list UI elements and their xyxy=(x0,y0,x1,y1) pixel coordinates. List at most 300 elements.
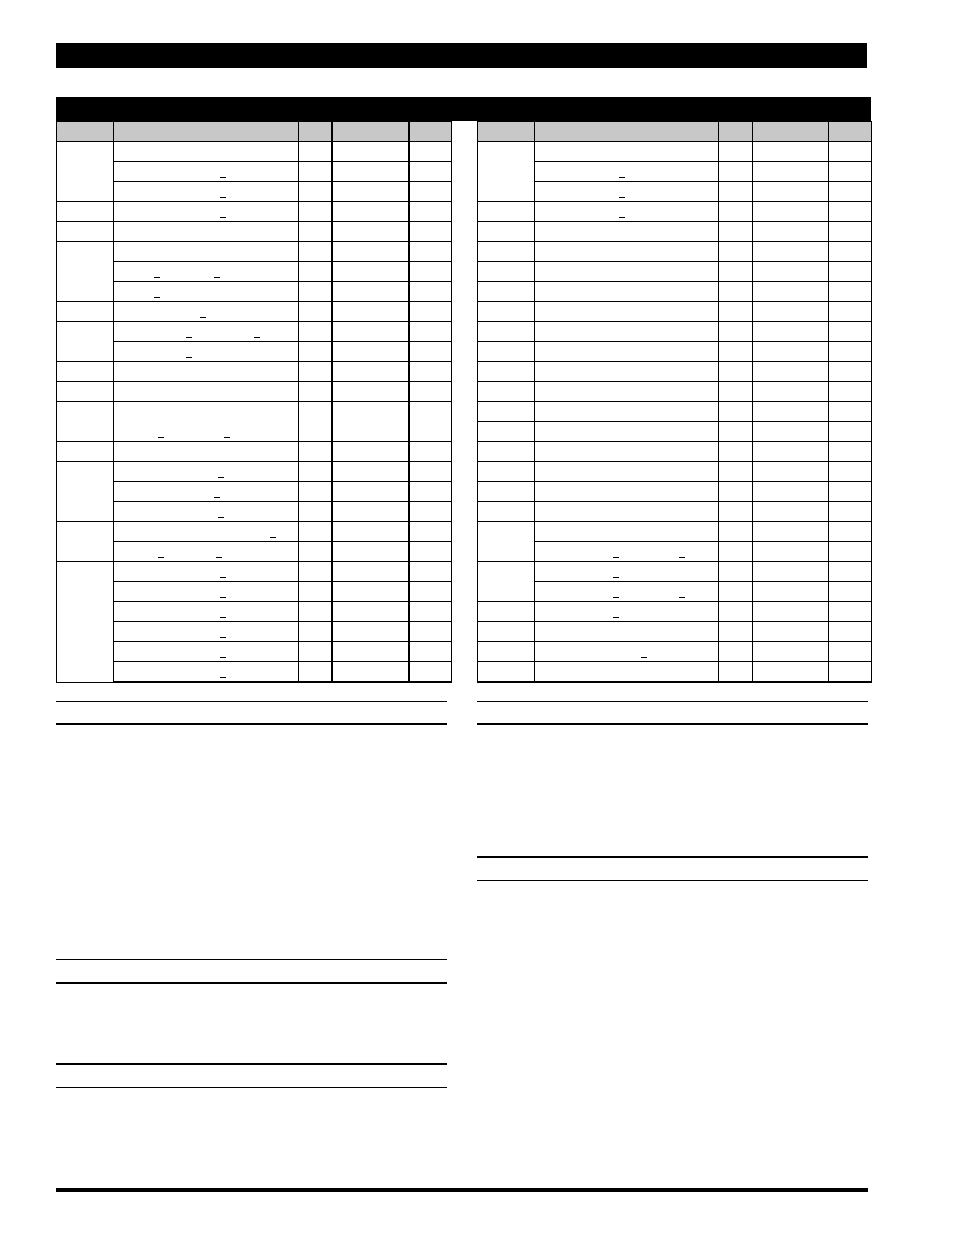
table-cell xyxy=(829,422,872,442)
table-cell xyxy=(299,302,332,322)
table-row xyxy=(478,342,872,362)
right-col-header-1 xyxy=(478,122,535,142)
table-row xyxy=(57,302,452,322)
table-cell xyxy=(57,382,114,402)
table-cell xyxy=(114,402,299,442)
table-cell xyxy=(753,222,829,242)
table-row xyxy=(57,222,452,242)
table-cell xyxy=(114,142,299,162)
table-cell xyxy=(299,262,332,282)
table-cell xyxy=(535,242,719,262)
table-cell xyxy=(719,562,753,582)
table-cell xyxy=(535,262,719,282)
table-cell xyxy=(299,382,332,402)
table-cell xyxy=(478,202,535,222)
table-row xyxy=(57,522,452,542)
table-cell xyxy=(332,362,409,382)
table-cell xyxy=(409,302,452,322)
table-cell xyxy=(409,222,452,242)
table-cell xyxy=(299,282,332,302)
table-cell xyxy=(719,642,753,662)
section-rule-bottom xyxy=(56,723,447,725)
table-row xyxy=(478,202,872,222)
table-cell xyxy=(753,282,829,302)
table-cell xyxy=(332,502,409,522)
section-rule-top xyxy=(56,1063,447,1065)
table-cell xyxy=(478,642,535,662)
table-cell xyxy=(478,522,535,562)
table-cell xyxy=(829,562,872,582)
table-cell xyxy=(753,242,829,262)
table-cell xyxy=(719,662,753,683)
table-cell xyxy=(332,342,409,362)
table-cell xyxy=(114,282,299,302)
table-cell xyxy=(332,302,409,322)
left-col-header-5 xyxy=(409,122,452,142)
table-cell xyxy=(829,262,872,282)
table-cell xyxy=(535,162,719,182)
table-cell xyxy=(409,182,452,202)
table-cell xyxy=(535,142,719,162)
table-cell xyxy=(299,182,332,202)
table-cell xyxy=(478,382,535,402)
left-table xyxy=(56,121,452,683)
table-row xyxy=(478,222,872,242)
table-cell xyxy=(829,242,872,262)
table-cell xyxy=(409,522,452,542)
table-cell xyxy=(409,502,452,522)
table-cell xyxy=(478,462,535,482)
table-cell xyxy=(753,462,829,482)
table-cell xyxy=(753,342,829,362)
table-cell xyxy=(478,562,535,602)
table-cell xyxy=(829,222,872,242)
table-cell xyxy=(114,562,299,582)
table-row xyxy=(57,162,452,182)
table-row xyxy=(478,622,872,642)
table-cell xyxy=(535,442,719,462)
table-cell xyxy=(409,282,452,302)
table-cell xyxy=(535,362,719,382)
table-cell xyxy=(829,662,872,683)
table-cell xyxy=(332,402,409,442)
table-cell xyxy=(478,602,535,622)
table-cell xyxy=(409,642,452,662)
table-cell xyxy=(114,342,299,362)
table-cell xyxy=(829,162,872,182)
table-cell xyxy=(753,202,829,222)
table-cell xyxy=(299,642,332,662)
table-cell xyxy=(409,622,452,642)
table-cell xyxy=(829,302,872,322)
table-cell xyxy=(332,602,409,622)
table-cell xyxy=(829,462,872,482)
table-row xyxy=(57,182,452,202)
table-cell xyxy=(535,182,719,202)
right-col-header-4 xyxy=(753,122,829,142)
table-cell xyxy=(478,622,535,642)
table-cell xyxy=(719,602,753,622)
table-row xyxy=(57,322,452,342)
table-cell xyxy=(57,402,114,442)
table-cell xyxy=(332,202,409,222)
table-cell xyxy=(753,482,829,502)
table-cell xyxy=(719,302,753,322)
table-cell xyxy=(535,522,719,542)
table-cell xyxy=(114,482,299,502)
table-cell xyxy=(535,342,719,362)
table-cell xyxy=(478,282,535,302)
table-cell xyxy=(57,302,114,322)
table-cell xyxy=(535,382,719,402)
table-cell xyxy=(829,602,872,622)
table-cell xyxy=(719,382,753,402)
table-cell xyxy=(719,522,753,542)
left-col-header-4 xyxy=(332,122,409,142)
table-row xyxy=(478,322,872,342)
table-cell xyxy=(753,542,829,562)
table-row xyxy=(57,482,452,502)
page-footer-rule xyxy=(56,1188,868,1192)
table-cell xyxy=(753,522,829,542)
table-cell xyxy=(409,342,452,362)
table-cell xyxy=(409,462,452,482)
table-row xyxy=(478,402,872,422)
table-cell xyxy=(753,302,829,322)
table-cell xyxy=(535,602,719,622)
table-cell xyxy=(332,662,409,683)
table-cell xyxy=(114,322,299,342)
table-cell xyxy=(114,622,299,642)
table-cell xyxy=(535,502,719,522)
table-cell xyxy=(409,202,452,222)
table-cell xyxy=(478,242,535,262)
table-cell xyxy=(332,322,409,342)
table-cell xyxy=(299,482,332,502)
table-row xyxy=(57,442,452,462)
table-cell xyxy=(829,502,872,522)
table-row xyxy=(57,242,452,262)
table-cell xyxy=(114,202,299,222)
table-cell xyxy=(409,482,452,502)
table-cell xyxy=(829,482,872,502)
table-row xyxy=(57,362,452,382)
section-rule-top xyxy=(477,856,868,858)
table-row xyxy=(478,282,872,302)
table-cell xyxy=(829,182,872,202)
table-cell xyxy=(114,182,299,202)
table-cell xyxy=(332,162,409,182)
table-cell xyxy=(753,162,829,182)
table-cell xyxy=(478,482,535,502)
table-cell xyxy=(299,362,332,382)
table-cell xyxy=(409,562,452,582)
table-cell xyxy=(114,242,299,262)
table-row xyxy=(478,442,872,462)
table-cell xyxy=(114,442,299,462)
table-cell xyxy=(57,322,114,362)
table-cell xyxy=(409,602,452,622)
table-cell xyxy=(332,562,409,582)
table-cell xyxy=(299,462,332,482)
table-cell xyxy=(829,642,872,662)
table-cell xyxy=(753,622,829,642)
table-cell xyxy=(753,402,829,422)
table-cell xyxy=(409,162,452,182)
table-cell xyxy=(719,622,753,642)
table-cell xyxy=(409,662,452,683)
table-row xyxy=(478,362,872,382)
table-cell xyxy=(409,242,452,262)
table-cell xyxy=(409,362,452,382)
table-row xyxy=(57,662,452,683)
table-row xyxy=(478,382,872,402)
table-cell xyxy=(829,442,872,462)
table-cell xyxy=(829,202,872,222)
table-row xyxy=(57,642,452,662)
table-cell xyxy=(57,362,114,382)
table-cell xyxy=(299,542,332,562)
table-cell xyxy=(299,582,332,602)
table-cell xyxy=(299,562,332,582)
table-cell xyxy=(114,462,299,482)
right-col-header-2 xyxy=(535,122,719,142)
table-cell xyxy=(535,582,719,602)
table-row xyxy=(57,542,452,562)
table-row xyxy=(478,662,872,683)
table-cell xyxy=(114,522,299,542)
table-row xyxy=(57,562,452,582)
table-row xyxy=(57,382,452,402)
table-cell xyxy=(57,522,114,562)
table-cell xyxy=(753,262,829,282)
table-cell xyxy=(332,582,409,602)
table-row xyxy=(57,402,452,442)
table-cell xyxy=(478,142,535,202)
table-row xyxy=(478,142,872,162)
table-row xyxy=(478,422,872,442)
table-cell xyxy=(299,442,332,462)
table-cell xyxy=(299,142,332,162)
left-table-header-row xyxy=(57,122,452,142)
table-cell xyxy=(478,422,535,442)
table-cell xyxy=(829,362,872,382)
table-cell xyxy=(829,542,872,562)
table-cell xyxy=(57,242,114,302)
table-cell xyxy=(719,242,753,262)
table-cell xyxy=(719,542,753,562)
table-row xyxy=(57,202,452,222)
page-header-bar xyxy=(56,43,867,68)
table-cell xyxy=(753,362,829,382)
table-cell xyxy=(753,642,829,662)
table-row xyxy=(478,262,872,282)
table-cell xyxy=(57,462,114,522)
table-row xyxy=(478,562,872,582)
table-cell xyxy=(753,502,829,522)
table-cell xyxy=(829,402,872,422)
left-col-header-1 xyxy=(57,122,114,142)
table-row xyxy=(57,282,452,302)
table-cell xyxy=(478,302,535,322)
table-cell xyxy=(114,302,299,322)
table-cell xyxy=(409,322,452,342)
left-col-header-3 xyxy=(299,122,332,142)
table-cell xyxy=(753,662,829,683)
table-cell xyxy=(57,202,114,222)
table-cell xyxy=(719,182,753,202)
table-cell xyxy=(332,142,409,162)
table-row xyxy=(57,502,452,522)
table-cell xyxy=(299,402,332,442)
table-cell xyxy=(478,222,535,242)
table-cell xyxy=(719,342,753,362)
table-cell xyxy=(719,402,753,422)
table-row xyxy=(57,582,452,602)
table-cell xyxy=(829,382,872,402)
table-cell xyxy=(332,242,409,262)
table-cell xyxy=(719,142,753,162)
table-cell xyxy=(753,562,829,582)
table-cell xyxy=(332,182,409,202)
table-cell xyxy=(719,582,753,602)
table-cell xyxy=(114,602,299,622)
table-row xyxy=(478,242,872,262)
table-cell xyxy=(535,202,719,222)
table-row xyxy=(57,342,452,362)
table-cell xyxy=(57,562,114,683)
table-cell xyxy=(332,262,409,282)
right-table-header-row xyxy=(478,122,872,142)
table-cell xyxy=(114,662,299,683)
table-cell xyxy=(753,442,829,462)
table-cell xyxy=(57,442,114,462)
table-row xyxy=(478,582,872,602)
table-cell xyxy=(478,342,535,362)
table-cell xyxy=(409,542,452,562)
table-cell xyxy=(719,322,753,342)
table-cell xyxy=(719,422,753,442)
table-cell xyxy=(299,222,332,242)
table-row xyxy=(57,462,452,482)
table-cell xyxy=(829,282,872,302)
table-cell xyxy=(829,142,872,162)
table-cell xyxy=(114,502,299,522)
table-row xyxy=(57,602,452,622)
table-cell xyxy=(332,642,409,662)
table-cell xyxy=(829,582,872,602)
table-cell xyxy=(299,662,332,683)
table-row xyxy=(57,262,452,282)
table-row xyxy=(478,602,872,622)
table-cell xyxy=(829,342,872,362)
table-row xyxy=(478,642,872,662)
table-cell xyxy=(753,322,829,342)
table-cell xyxy=(409,402,452,442)
table-cell xyxy=(114,542,299,562)
table-cell xyxy=(299,342,332,362)
table-cell xyxy=(332,482,409,502)
table-cell xyxy=(299,322,332,342)
table-title-band xyxy=(56,97,871,121)
table-cell xyxy=(829,522,872,542)
table-cell xyxy=(535,562,719,582)
table-cell xyxy=(114,642,299,662)
table-cell xyxy=(57,222,114,242)
table-cell xyxy=(332,442,409,462)
table-cell xyxy=(829,622,872,642)
table-cell xyxy=(332,382,409,402)
table-row xyxy=(478,302,872,322)
table-cell xyxy=(719,222,753,242)
table-cell xyxy=(409,582,452,602)
left-col-header-2 xyxy=(114,122,299,142)
section-rule-bottom xyxy=(477,723,868,725)
table-cell xyxy=(114,222,299,242)
table-cell xyxy=(753,382,829,402)
table-cell xyxy=(535,282,719,302)
table-cell xyxy=(409,442,452,462)
table-cell xyxy=(478,322,535,342)
table-cell xyxy=(535,642,719,662)
table-cell xyxy=(299,502,332,522)
table-cell xyxy=(829,322,872,342)
table-cell xyxy=(114,582,299,602)
section-rule-top xyxy=(56,959,447,960)
table-cell xyxy=(299,242,332,262)
table-cell xyxy=(535,422,719,442)
table-row xyxy=(478,502,872,522)
section-rule-bottom xyxy=(56,982,447,984)
table-cell xyxy=(753,142,829,162)
table-cell xyxy=(719,462,753,482)
table-cell xyxy=(535,462,719,482)
right-col-header-3 xyxy=(719,122,753,142)
table-cell xyxy=(535,622,719,642)
table-cell xyxy=(719,362,753,382)
table-cell xyxy=(535,222,719,242)
section-rule-top xyxy=(477,701,868,702)
table-cell xyxy=(299,202,332,222)
table-cell xyxy=(719,202,753,222)
table-cell xyxy=(753,182,829,202)
table-cell xyxy=(478,262,535,282)
table-cell xyxy=(535,482,719,502)
table-row xyxy=(478,542,872,562)
table-row xyxy=(478,162,872,182)
table-cell xyxy=(753,422,829,442)
table-cell xyxy=(332,522,409,542)
table-cell xyxy=(114,362,299,382)
table-cell xyxy=(299,622,332,642)
table-cell xyxy=(719,482,753,502)
table-cell xyxy=(409,262,452,282)
table-cell xyxy=(299,522,332,542)
table-row xyxy=(57,142,452,162)
right-table xyxy=(477,121,872,683)
table-cell xyxy=(114,162,299,182)
table-cell xyxy=(478,362,535,382)
table-cell xyxy=(719,262,753,282)
table-cell xyxy=(332,622,409,642)
table-row xyxy=(57,622,452,642)
table-cell xyxy=(535,542,719,562)
section-rule-bottom xyxy=(477,880,868,881)
table-row xyxy=(478,182,872,202)
section-rule-top xyxy=(56,701,447,702)
table-cell xyxy=(409,142,452,162)
table-cell xyxy=(409,382,452,402)
